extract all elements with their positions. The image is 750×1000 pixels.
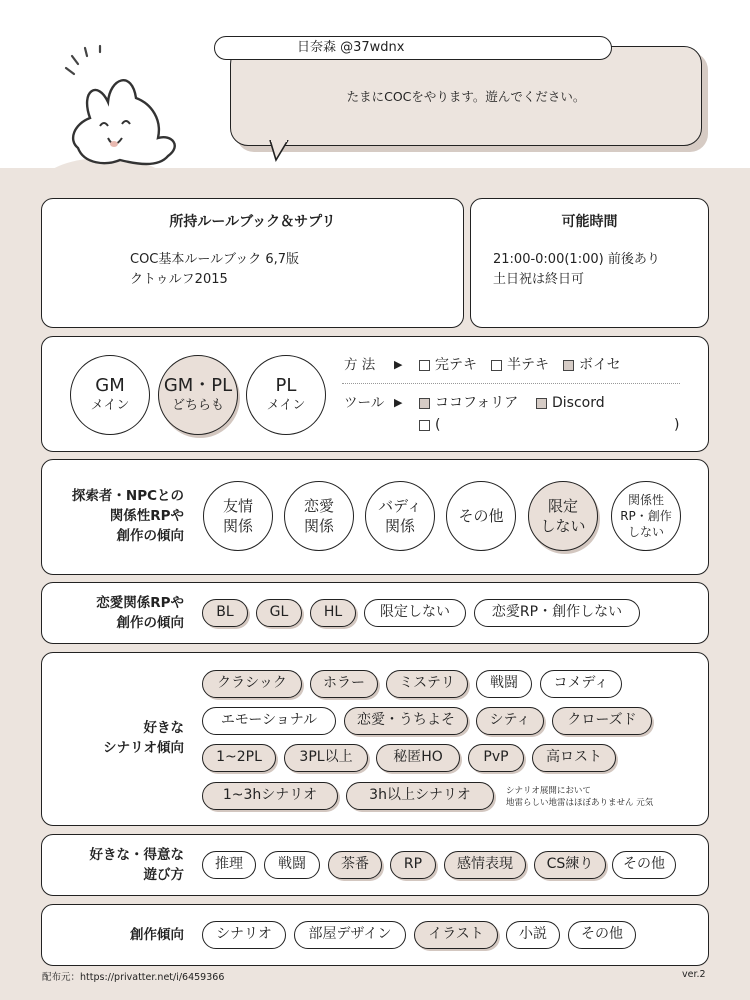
relationship-unlimited-line-2: しない — [540, 517, 586, 535]
creation-label: 創作傾向 — [130, 927, 184, 943]
method-label: 方 法 — [344, 357, 376, 373]
tool-other-close — [674, 416, 679, 434]
relationship-friendship — [203, 481, 273, 551]
relationship-label — [46, 486, 184, 546]
method-voice-label: ボイセ — [579, 357, 621, 373]
divider — [342, 383, 680, 384]
scenario-emotional: エモーショナル — [202, 707, 336, 735]
bubble-tail — [268, 140, 294, 162]
creation-room-design: 部屋デザイン — [294, 921, 406, 949]
scenario-3pl: 3PL以上 — [284, 744, 368, 772]
user-name: 日奈森 @37wdnx — [297, 40, 405, 55]
romance-hl: HL — [310, 599, 356, 627]
scenario-1-2pl: 1~2PL — [202, 744, 276, 772]
tool-arrow-icon: ▶ — [394, 396, 403, 409]
tool-cocofolia-label: ココフォリア — [435, 395, 519, 411]
romance-label-line-2: 創作の傾向 — [116, 615, 184, 631]
relationship-buddy-line-2: 関係 — [384, 517, 415, 535]
message-text: たまにCOCをやります。遊んでください。 — [346, 89, 586, 104]
method-full-text-label: 完テキ — [435, 357, 477, 373]
play-rp: RP — [390, 851, 436, 879]
scenario-closed: クローズド — [552, 707, 652, 735]
footer-source: 配布元：https://privatter.net/i/6459366 — [42, 972, 225, 983]
scenario-romance: 恋愛・うちよそ — [344, 707, 468, 735]
checkbox-checked-icon — [419, 398, 430, 409]
checkbox-checked-icon — [563, 360, 574, 371]
creation-scenario: シナリオ — [202, 921, 286, 949]
tool-discord — [536, 394, 605, 412]
checkbox-icon — [491, 360, 502, 371]
scenario-label — [46, 718, 184, 758]
availability-line-1: 21:00-0:00(1:00) 前後あり — [493, 252, 660, 267]
rabbit-mascot-icon — [50, 40, 250, 200]
role-both — [158, 355, 238, 435]
play-combat: 戦闘 — [264, 851, 320, 879]
relationship-unlimited — [528, 481, 598, 551]
scenario-combat: 戦闘 — [476, 670, 532, 698]
play-label — [46, 845, 184, 885]
scenario-horror: ホラー — [310, 670, 378, 698]
availability-card — [470, 198, 709, 328]
method-voice — [563, 356, 621, 374]
relationship-buddy-line-1: バディ — [378, 497, 422, 515]
romance-unlimited: 限定しない — [364, 599, 466, 627]
romance-label-line-1: 恋愛関係RPや — [96, 595, 184, 611]
scenario-city: シティ — [476, 707, 544, 735]
relationship-other-line-1: その他 — [458, 507, 504, 525]
tool-other-open: ( — [435, 417, 441, 433]
checkbox-icon — [419, 360, 430, 371]
role-gm-main — [70, 355, 150, 435]
play-other: その他 — [612, 851, 676, 879]
relationship-romance — [284, 481, 354, 551]
availability-line-2: 土日祝は終日可 — [493, 272, 585, 287]
method-full-text — [419, 356, 477, 374]
tool-label: ツール — [344, 395, 385, 411]
romance-label — [46, 593, 184, 633]
rulebook-line-1: COC基本ルールブック 6,7版 — [130, 252, 300, 267]
rulebook-title: 所持ルールブック＆サプリ — [169, 214, 336, 230]
relationship-none-line-2: RP・創作 — [620, 509, 672, 523]
tool-discord-label: Discord — [552, 395, 605, 411]
play-cs: CS練り — [534, 851, 606, 879]
scenario-note-line-1: シナリオ展開において — [506, 786, 591, 796]
role-pl-main-bottom: メイン — [266, 398, 306, 413]
romance-none: 恋愛RP・創作しない — [474, 599, 640, 627]
scenario-mystery: ミステリ — [386, 670, 468, 698]
relationship-unlimited-line-1: 限定 — [547, 497, 578, 515]
play-farce: 茶番 — [328, 851, 382, 879]
relationship-none-line-1: 関係性 — [627, 493, 664, 507]
relationship-romance-line-1: 恋愛 — [303, 497, 334, 515]
role-pl-main — [246, 355, 326, 435]
scenario-high-lost: 高ロスト — [532, 744, 616, 772]
scenario-note-line-2: 地雷らしい地雷はほぼありません 元気 — [506, 798, 654, 808]
relationship-label-line-2: 関係性RPや — [109, 508, 184, 524]
rulebook-line-2: クトゥルフ2015 — [130, 272, 228, 287]
relationship-buddy — [365, 481, 435, 551]
scenario-classic: クラシック — [202, 670, 302, 698]
relationship-label-line-3: 創作の傾向 — [116, 528, 184, 544]
scenario-comedy: コメディ — [540, 670, 622, 698]
romance-gl: GL — [256, 599, 302, 627]
role-pl-main-top: PL — [275, 375, 297, 396]
tool-cocofolia — [419, 394, 518, 412]
tool-other-close-paren: ) — [674, 417, 680, 433]
scenario-1-3h: 1~3hシナリオ — [202, 782, 338, 810]
method-arrow-icon: ▶ — [394, 358, 403, 371]
creation-other: その他 — [568, 921, 636, 949]
relationship-romance-line-2: 関係 — [303, 517, 334, 535]
message-bubble — [230, 46, 702, 146]
scenario-label-line-2: シナリオ傾向 — [103, 740, 184, 756]
creation-illustration: イラスト — [414, 921, 498, 949]
method-half-text-label: 半テキ — [507, 357, 549, 373]
tool-other — [419, 416, 440, 434]
relationship-friendship-line-1: 友情 — [222, 497, 253, 515]
romance-bl: BL — [202, 599, 248, 627]
relationship-label-line-1: 探索者・NPCとの — [71, 488, 184, 504]
play-deduction: 推理 — [202, 851, 256, 879]
play-label-line-1: 好きな・得意な — [89, 847, 184, 863]
rulebook-card — [41, 198, 464, 328]
availability-title: 可能時間 — [561, 214, 618, 230]
scenario-3h-plus: 3h以上シナリオ — [346, 782, 494, 810]
scenario-note — [506, 785, 653, 809]
relationship-none — [611, 481, 681, 551]
checkbox-icon — [419, 420, 430, 431]
role-both-top: GM・PL — [163, 375, 233, 396]
role-both-bottom: どちらも — [171, 398, 224, 413]
role-gm-main-top: GM — [95, 375, 125, 396]
relationship-other — [446, 481, 516, 551]
play-label-line-2: 遊び方 — [143, 867, 184, 883]
scenario-label-line-1: 好きな — [143, 720, 184, 736]
relationship-friendship-line-2: 関係 — [222, 517, 253, 535]
scenario-pvp: PvP — [468, 744, 524, 772]
play-emotion: 感情表現 — [444, 851, 526, 879]
footer-version: ver.2 — [682, 969, 706, 980]
name-pill — [214, 36, 612, 60]
role-gm-main-bottom: メイン — [90, 398, 130, 413]
method-half-text — [491, 356, 549, 374]
scenario-secret-ho: 秘匿HO — [376, 744, 460, 772]
checkbox-checked-icon — [536, 398, 547, 409]
creation-novel: 小説 — [506, 921, 560, 949]
relationship-none-line-3: しない — [627, 525, 664, 539]
